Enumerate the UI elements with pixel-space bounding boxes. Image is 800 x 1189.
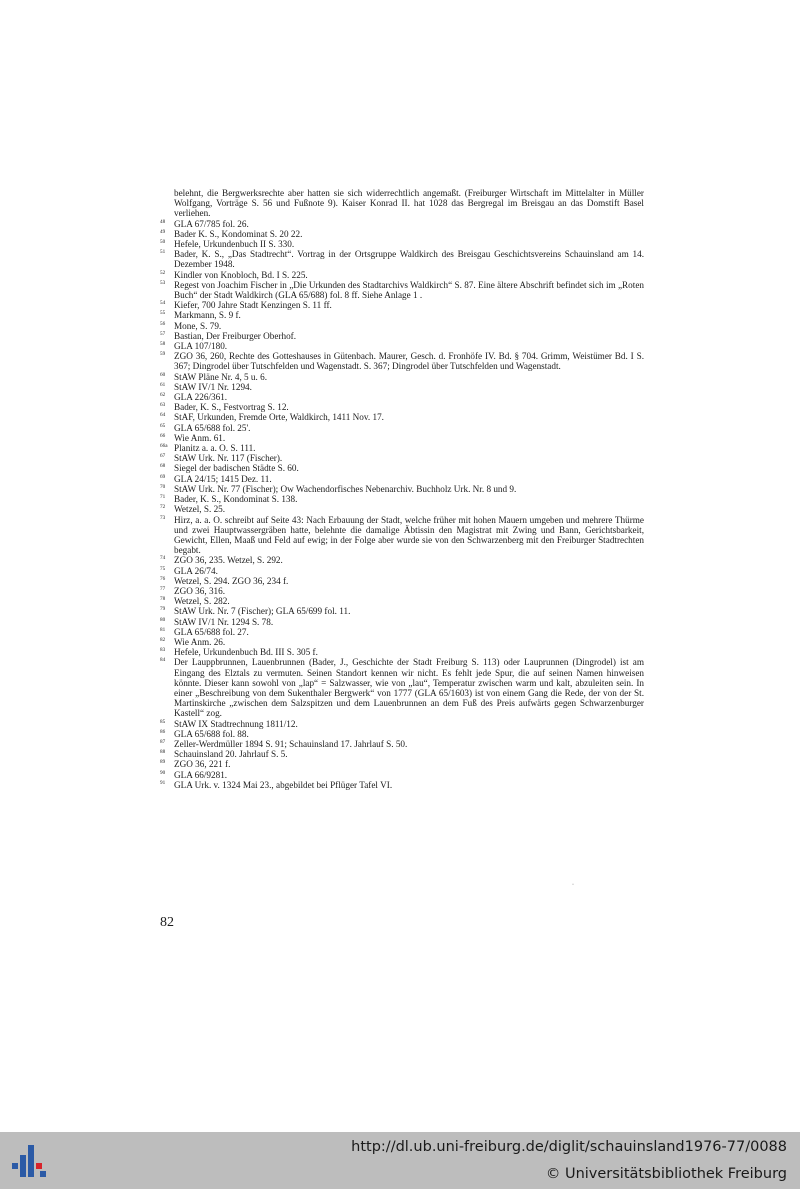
footnote bbox=[160, 606, 644, 616]
footnote-number: 51 bbox=[160, 249, 166, 256]
document-url[interactable]: http://dl.ub.uni-freiburg.de/diglit/schauinsland1976-77/0088 bbox=[351, 1139, 787, 1155]
footnote-text: Bastian, Der Freiburger Oberhof. bbox=[174, 330, 297, 341]
footnote-text: Planitz a. a. O. S. 111. bbox=[174, 443, 256, 454]
footnote bbox=[160, 617, 644, 627]
footnote bbox=[160, 647, 644, 657]
footnote-number: 87 bbox=[160, 738, 166, 745]
footnote-text: Hefele, Urkundenbuch II S. 330. bbox=[174, 239, 295, 250]
footnote-number: 76 bbox=[160, 575, 166, 582]
footnote-text: Wetzel, S. 294. ZGO 36, 234 f. bbox=[174, 575, 289, 586]
footnote bbox=[160, 515, 644, 556]
footnote-text: StAW Pläne Nr. 4, 5 u. 6. bbox=[174, 371, 268, 382]
footnote-number: 69 bbox=[160, 473, 166, 480]
footnote-number: 89 bbox=[160, 759, 166, 766]
footnote-number: 52 bbox=[160, 269, 166, 276]
footnote bbox=[160, 270, 644, 280]
footnote bbox=[160, 321, 644, 331]
footnote-text: GLA 24/15; 1415 Dez. 11. bbox=[174, 473, 272, 484]
footnote-text: StAW Urk. Nr. 77 (Fischer); Ow Wachendorfisches Nebenarchiv. Buchholz Urk. Nr. 8 und 9. bbox=[174, 483, 517, 494]
footnote bbox=[160, 780, 644, 790]
footnote-text: Siegel der badischen Städte S. 60. bbox=[174, 463, 299, 474]
footnote-text: Hefele, Urkundenbuch Bd. III S. 305 f. bbox=[174, 647, 318, 658]
footnote-text: GLA 107/180. bbox=[174, 341, 228, 352]
footnote bbox=[160, 586, 644, 596]
footnote-number: 61 bbox=[160, 381, 166, 388]
footnote-text: StAW Urk. Nr. 7 (Fischer); GLA 65/699 fol. 11. bbox=[174, 606, 351, 617]
footnote-number: 82 bbox=[160, 636, 166, 643]
footnote bbox=[160, 759, 644, 769]
footnote-text: StAW IV/1 Nr. 1294. bbox=[174, 381, 252, 392]
footnote-text: GLA 26/74. bbox=[174, 565, 218, 576]
footnote-number: 59 bbox=[160, 351, 166, 358]
viewer-footer bbox=[0, 1132, 800, 1189]
footnote bbox=[160, 770, 644, 780]
footnote-number: 58 bbox=[160, 341, 166, 348]
footnote bbox=[160, 596, 644, 606]
footnote-text: Markmann, S. 9 f. bbox=[174, 310, 241, 321]
footnote-number: 73 bbox=[160, 514, 166, 521]
footnote-number: 66a bbox=[160, 443, 168, 450]
footnote bbox=[160, 576, 644, 586]
copyright-notice: © Universitätsbibliothek Freiburg bbox=[545, 1166, 787, 1182]
footnote bbox=[160, 331, 644, 341]
footnote bbox=[160, 627, 644, 637]
footnote bbox=[160, 729, 644, 739]
footnote bbox=[160, 402, 644, 412]
footnote-text: StAF, Urkunden, Fremde Orte, Waldkirch, 1411 Nov. 17. bbox=[174, 412, 384, 423]
footnote-text: GLA 66/9281. bbox=[174, 769, 228, 780]
footnote bbox=[160, 219, 644, 229]
footnote bbox=[160, 412, 644, 422]
footnote-number: 64 bbox=[160, 412, 166, 419]
footnote-number: 77 bbox=[160, 585, 166, 592]
footnote bbox=[160, 351, 644, 371]
footnote-text: Bader, K. S., „Das Stadtrecht“. Vortrag in der Ortsgruppe Waldkirch des Breisgau Geschichtsvereins Schauinsland am 14. Dezember 1948. bbox=[174, 249, 644, 270]
footnote-number: 70 bbox=[160, 483, 166, 490]
footnote-number: 57 bbox=[160, 330, 166, 337]
footnote-text: GLA 226/361. bbox=[174, 392, 228, 403]
footnote-number: 67 bbox=[160, 453, 166, 460]
footnote-text: ZGO 36, 221 f. bbox=[174, 759, 231, 770]
footnote bbox=[160, 739, 644, 749]
footnote-number: 49 bbox=[160, 228, 166, 235]
footnote-number: 75 bbox=[160, 565, 166, 572]
footnote bbox=[160, 300, 644, 310]
footnote-number: 53 bbox=[160, 279, 166, 286]
footnote-number: 71 bbox=[160, 494, 166, 501]
footnote-number: 78 bbox=[160, 596, 166, 603]
footnote-number: 80 bbox=[160, 616, 166, 623]
footnote-number: 55 bbox=[160, 310, 166, 317]
footnote-text: Wie Anm. 61. bbox=[174, 432, 226, 443]
footnote-text: Wetzel, S. 25. bbox=[174, 504, 226, 515]
footnote bbox=[160, 392, 644, 402]
footnote-text: ZGO 36, 260, Rechte des Gotteshauses in Gütenbach. Maurer, Gesch. d. Fronhöfe IV. Bd. § 704. Grimm, Weistümer Bd. I S. 367; Dingrodel über Tutschfelden und Wagenstadt. S. 367; Dingrodel über Tutschfelden und Wagenstadt. bbox=[174, 351, 644, 372]
footnote-number: 72 bbox=[160, 504, 166, 511]
footnote-text: Wetzel, S. 282. bbox=[174, 596, 230, 607]
footnote bbox=[160, 433, 644, 443]
footnote-number: 91 bbox=[160, 779, 166, 786]
footnote bbox=[160, 474, 644, 484]
footnote-number: 90 bbox=[160, 769, 166, 776]
footnote bbox=[160, 749, 644, 759]
footnote bbox=[160, 280, 644, 300]
footnote-number: 63 bbox=[160, 402, 166, 409]
footnote-text: Hirz, a. a. O. schreibt auf Seite 43: Nach Erbauung der Stadt, welche früher mit hohen Mauern umgeben und mehrere Thürme und zwei Hauptwassergräben hatte, belehnte die damalige Äbtissin den Magistrat mit Zwing und Bann, Gerichtsbarkeit, Gewicht, Ellen, Maaß und Feld auf ewig; in der Folge aber wurde sie von den Schwarzenberg mit den Freiburger Stadtrechten begabt. bbox=[174, 514, 644, 556]
page-number: 82 bbox=[160, 915, 174, 930]
scan-speck: · bbox=[572, 882, 574, 888]
footnote bbox=[160, 555, 644, 565]
footnote bbox=[160, 494, 644, 504]
footnote-text: Mone, S. 79. bbox=[174, 320, 222, 331]
footnote-text: StAW IX Stadtrechnung 1811/12. bbox=[174, 718, 298, 729]
footnote-text: GLA 67/785 fol. 26. bbox=[174, 218, 249, 229]
ub-freiburg-logo-icon bbox=[10, 1141, 52, 1181]
footnote bbox=[160, 382, 644, 392]
footnote bbox=[160, 341, 644, 351]
footnote bbox=[160, 566, 644, 576]
footnote bbox=[160, 239, 644, 249]
footnote-number: 84 bbox=[160, 657, 166, 664]
footnote-text: GLA 65/688 fol. 25'. bbox=[174, 422, 251, 433]
footnote-text: Der Lauppbrunnen, Lauenbrunnen (Bader, J., Geschichte der Stadt Freiburg S. 113) oder Lauprunnen (Dingrodel) ist am Eingang des Elztals zu vermuten. Seinen Standort kennen wir nicht. Es fehlt jede Spur, die auf seinen Namen hinweisen könnte. Dieser kann sowohl von „lap“ = Salzwasser, wie von „lau“, Temperatur zwischen warm und kalt, abzuleiten sein. In einer „Beschreibung von dem Sukenthaler Bergwerk“ von 1777 (GLA 65/1603) ist von einem Gang die Rede, der von der St. Martinskirche „zwischen dem Salzspitzen und dem Lauenbrunnen an dem Fuß des Preis aufwärts gegen Schwarzenburger Kastell“ zog. bbox=[174, 657, 644, 719]
footnote-number: 88 bbox=[160, 749, 166, 756]
footnote-number: 79 bbox=[160, 606, 166, 613]
footnote bbox=[160, 637, 644, 647]
footnote bbox=[160, 249, 644, 269]
footnote-number: 81 bbox=[160, 626, 166, 633]
footnotes bbox=[160, 188, 644, 790]
footnote-number: 66 bbox=[160, 432, 166, 439]
footnote-text: Bader, K. S., Kondominat S. 138. bbox=[174, 494, 298, 505]
footnote-number: 54 bbox=[160, 300, 166, 307]
footnote-text: StAW Urk. Nr. 117 (Fischer). bbox=[174, 453, 283, 464]
footnote-number: 50 bbox=[160, 239, 166, 246]
footnote bbox=[160, 657, 644, 718]
footnote-number: 83 bbox=[160, 647, 166, 654]
footnote bbox=[160, 372, 644, 382]
footnote bbox=[160, 310, 644, 320]
footnote bbox=[160, 504, 644, 514]
footnote-text: GLA Urk. v. 1324 Mai 23., abgebildet bei Pflüger Tafel VI. bbox=[174, 779, 393, 790]
footnote-text: Zeller-Werdmüller 1894 S. 91; Schauinsland 17. Jahrlauf S. 50. bbox=[174, 738, 408, 749]
footnote-text: ZGO 36, 235. Wetzel, S. 292. bbox=[174, 555, 283, 566]
footnote bbox=[160, 229, 644, 239]
footnote bbox=[160, 453, 644, 463]
footnote-number: 48 bbox=[160, 218, 166, 225]
footnote-number: 74 bbox=[160, 555, 166, 562]
footnote bbox=[160, 188, 644, 219]
footnote bbox=[160, 719, 644, 729]
footnote-text: GLA 65/688 fol. 88. bbox=[174, 728, 249, 739]
footnote-text: Bader K. S., Kondominat S. 20 22. bbox=[174, 228, 303, 239]
footnote-text: Regest von Joachim Fischer in „Die Urkunden des Stadtarchivs Waldkirch“ S. 87. Eine ältere Abschrift befindet sich im „Roten Buch“ der Stadt Waldkirch (GLA 65/688) fol. 8 ff. Siehe Anlage 1 . bbox=[174, 279, 644, 301]
footnote-text: Kiefer, 700 Jahre Stadt Kenzingen S. 11 ff. bbox=[174, 300, 332, 311]
footnote-text: Wie Anm. 26. bbox=[174, 636, 226, 647]
footnote bbox=[160, 443, 644, 453]
footnote-text: Schauinsland 20. Jahrlauf S. 5. bbox=[174, 749, 288, 760]
footnote-text: StAW IV/1 Nr. 1294 S. 78. bbox=[174, 616, 274, 627]
footnote-number: 56 bbox=[160, 320, 166, 327]
footnote-number: 86 bbox=[160, 728, 166, 735]
footnote-number: 68 bbox=[160, 463, 166, 470]
footnote-text: belehnt, die Bergwerksrechte aber hatten sie sich widerrechtlich angemaßt. (Freiburger Wirtschaft im Mittelalter in Müller Wolfgang, Vorträge S. 56 und Fußnote 9). Kaiser Konrad II. hat 1028 das Bergregal im Breisgau an das Domstift Basel verliehen. bbox=[174, 188, 644, 219]
footnote-text: ZGO 36, 316. bbox=[174, 585, 226, 596]
footnote-number: 85 bbox=[160, 718, 166, 725]
footnote-text: Bader, K. S., Festvortrag S. 12. bbox=[174, 402, 289, 413]
footnote-number: 65 bbox=[160, 422, 166, 429]
footnote-text: GLA 65/688 fol. 27. bbox=[174, 626, 249, 637]
footnote-number: 60 bbox=[160, 371, 166, 378]
footnote bbox=[160, 463, 644, 473]
footnote-text: Kindler von Knobloch, Bd. I S. 225. bbox=[174, 269, 308, 280]
footnote bbox=[160, 484, 644, 494]
footnote-number: 62 bbox=[160, 392, 166, 399]
footnote bbox=[160, 423, 644, 433]
